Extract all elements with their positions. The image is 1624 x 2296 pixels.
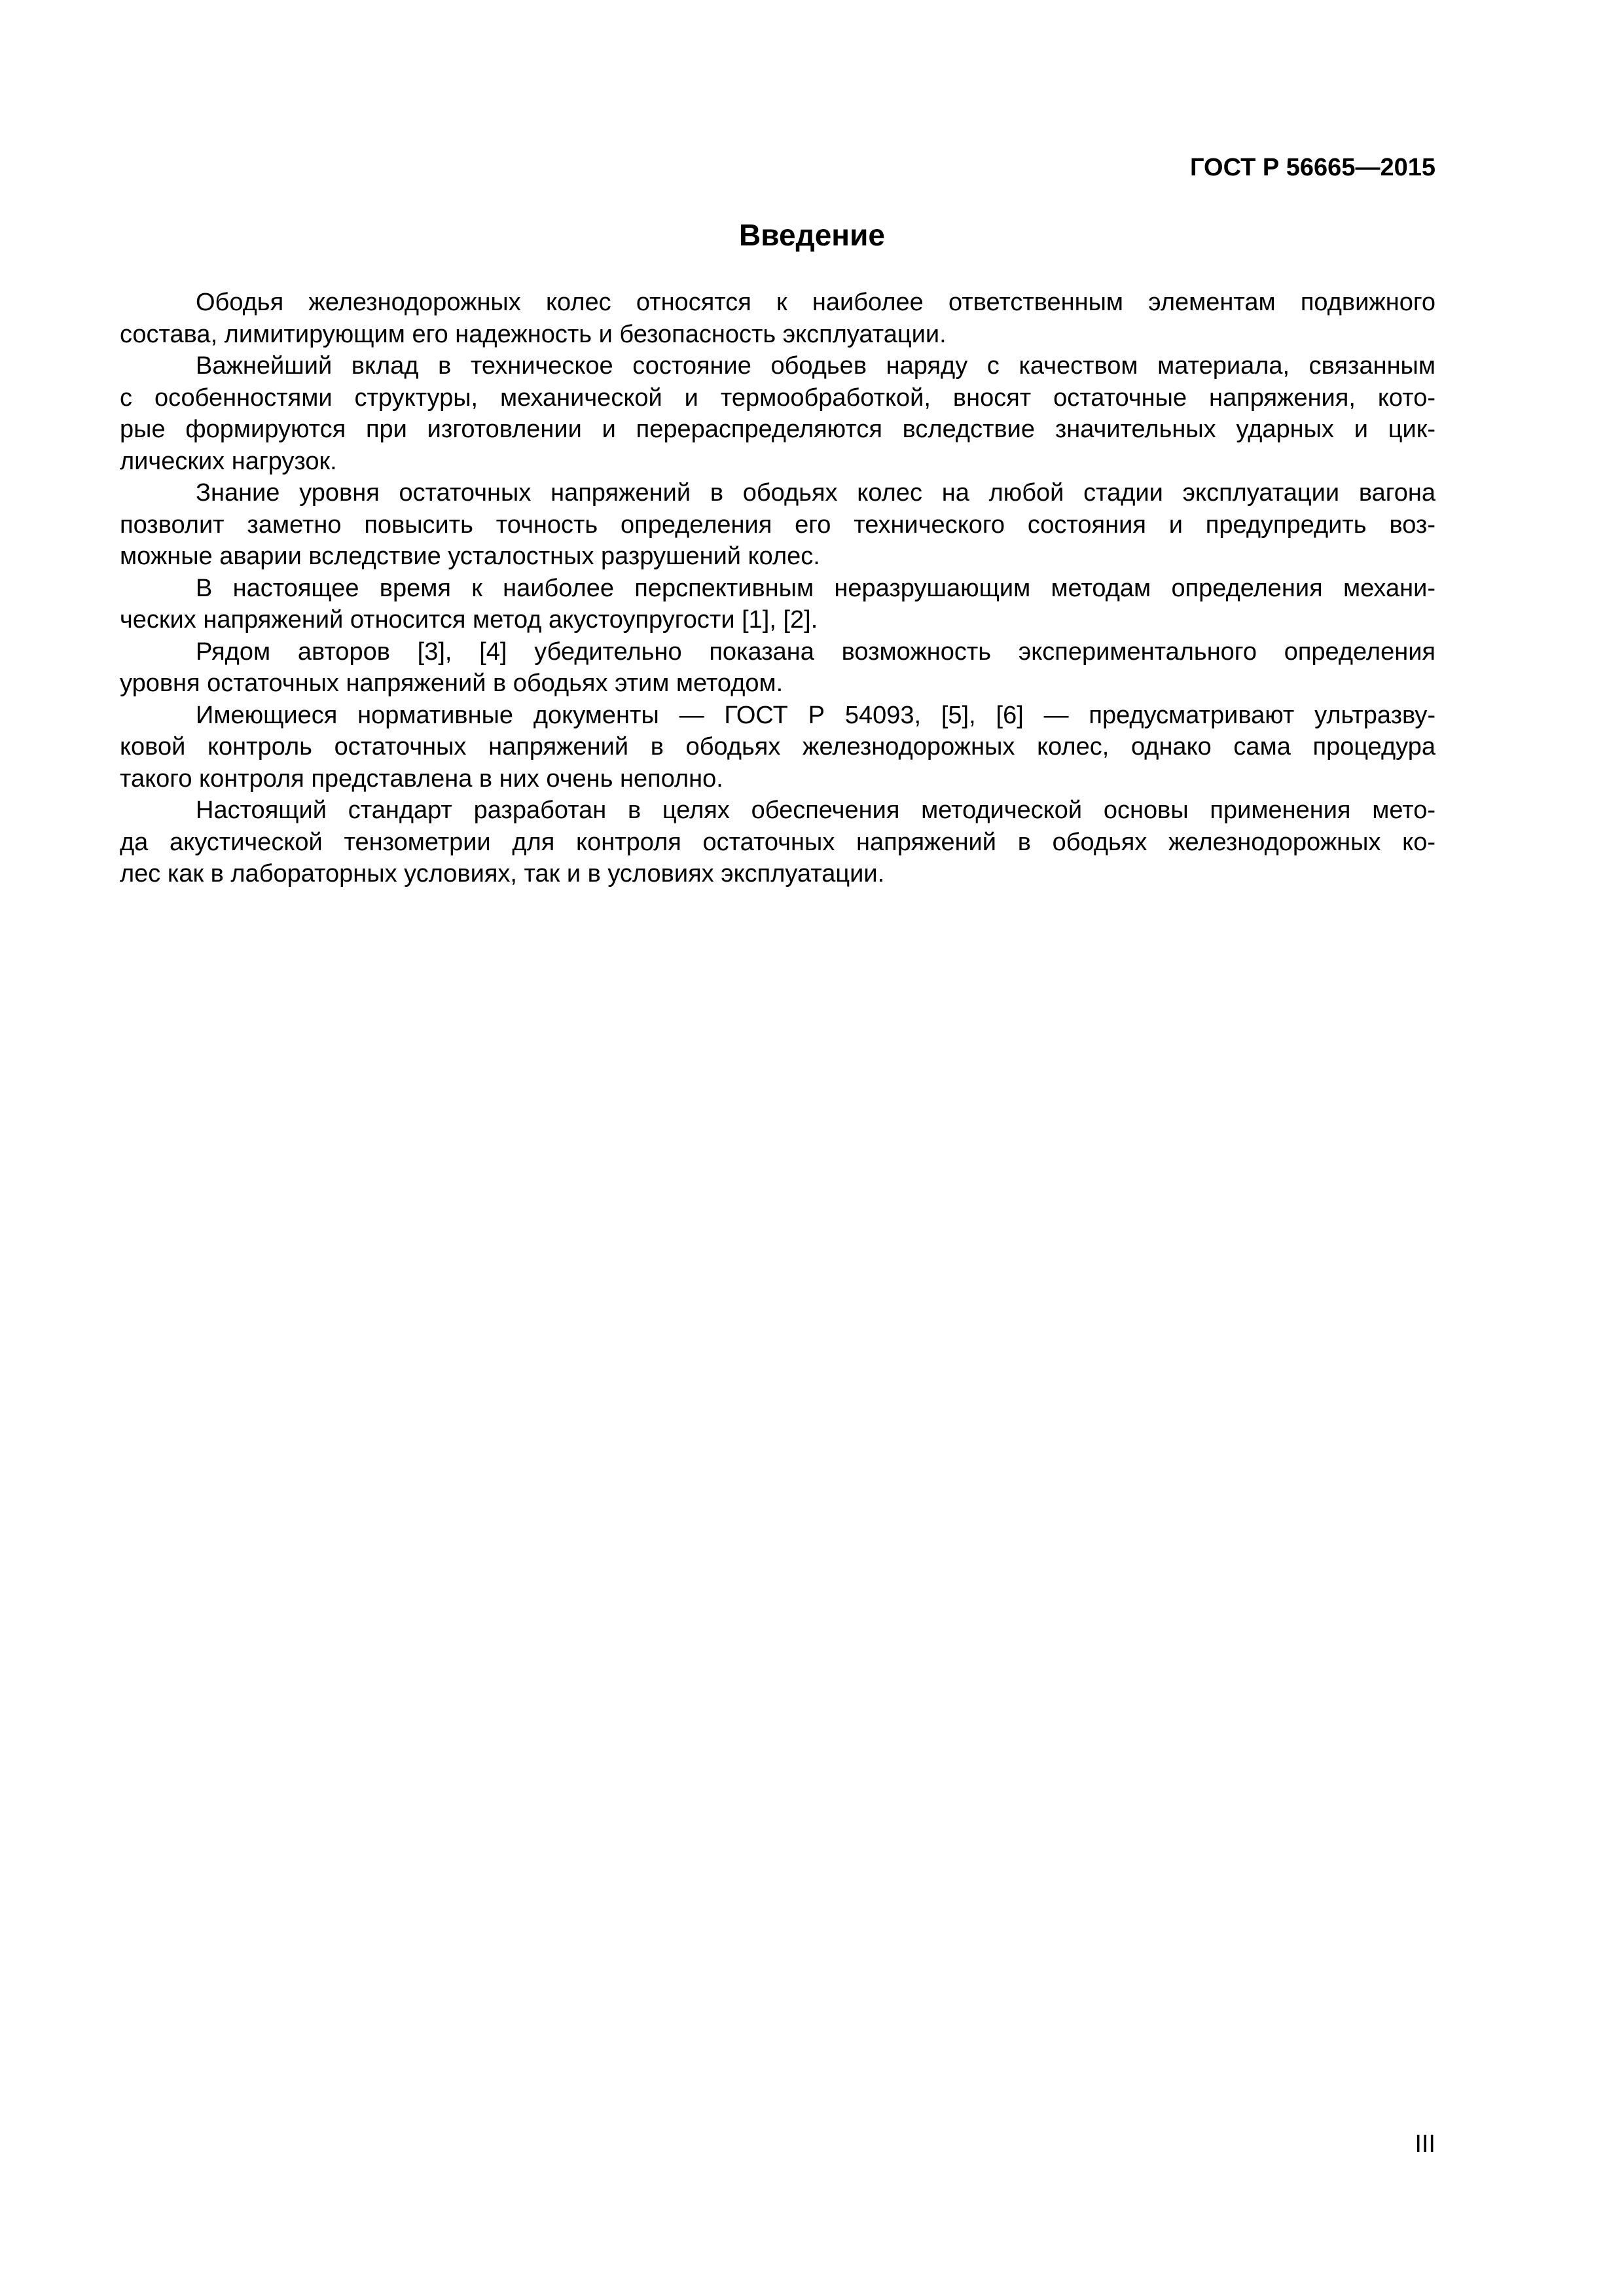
text-line: рые формируются при изготовлении и перераспределяются вследствие значительных ударных и цик- — [120, 416, 1435, 443]
text-line: Ободья железнодорожных колес относятся к наиболее ответственным элементам подвижного — [196, 289, 1435, 316]
text-line: такого контроля представлена в них очень неполно. — [120, 764, 723, 793]
paragraph — [120, 636, 1435, 700]
text-line: лес как в лабораторных условиях, так и в условиях эксплуатации. — [120, 860, 885, 888]
paragraph — [120, 287, 1435, 350]
section-title: Введение — [739, 218, 885, 252]
text-line: лических нагрузок. — [120, 447, 337, 475]
text-line: можные аварии вследствие усталостных разрушений колес. — [120, 543, 820, 570]
text-line: уровня остаточных напряжений в ободьях этим методом. — [120, 670, 784, 697]
text-line: да акустической тензометрии для контроля остаточных напряжений в ободьях железнодорожных ко- — [120, 828, 1435, 856]
text-line: позволит заметно повысить точность определения его технического состояния и предупредить воз- — [120, 511, 1435, 539]
text-line: ческих напряжений относится метод акустоупругости [1], [2]. — [120, 606, 818, 634]
text-line: Рядом авторов [3], [4] убедительно показана возможность экспериментального определения — [196, 637, 1435, 666]
text-line: Знание уровня остаточных напряжений в ободьях колес на любой стадии эксплуатации вагона — [196, 479, 1435, 507]
text-line: Имеющиеся нормативные документы — ГОСТ Р 54093, [5], [6] — предусматривают ультразву- — [196, 701, 1435, 729]
text-line: ковой контроль остаточных напряжений в ободьях железнодорожных колес, однако сама процедура — [120, 733, 1435, 761]
paragraph — [120, 477, 1435, 573]
paragraph — [120, 795, 1435, 890]
text-line: Важнейший вклад в техническое состояние ободьев наряду с качеством материала, связанным — [196, 352, 1435, 380]
text-line: состава, лимитирующим его надежность и безопасность эксплуатации. — [120, 320, 947, 348]
paragraph — [120, 573, 1435, 636]
text-line: с особенностями структуры, механической и термообработкой, вносят остаточные напряжения, кото- — [120, 384, 1435, 412]
text-line: В настоящее время к наиболее перспективным неразрушающим методам определения механи- — [196, 574, 1435, 602]
introduction-body — [120, 287, 1435, 890]
text-line: Настоящий стандарт разработан в целях обеспечения методической основы применения мето- — [196, 797, 1435, 824]
paragraph — [120, 350, 1435, 477]
paragraph — [120, 700, 1435, 795]
page-number: III — [1415, 2130, 1435, 2158]
document-code: ГОСТ Р 56665—2015 — [1190, 154, 1435, 181]
